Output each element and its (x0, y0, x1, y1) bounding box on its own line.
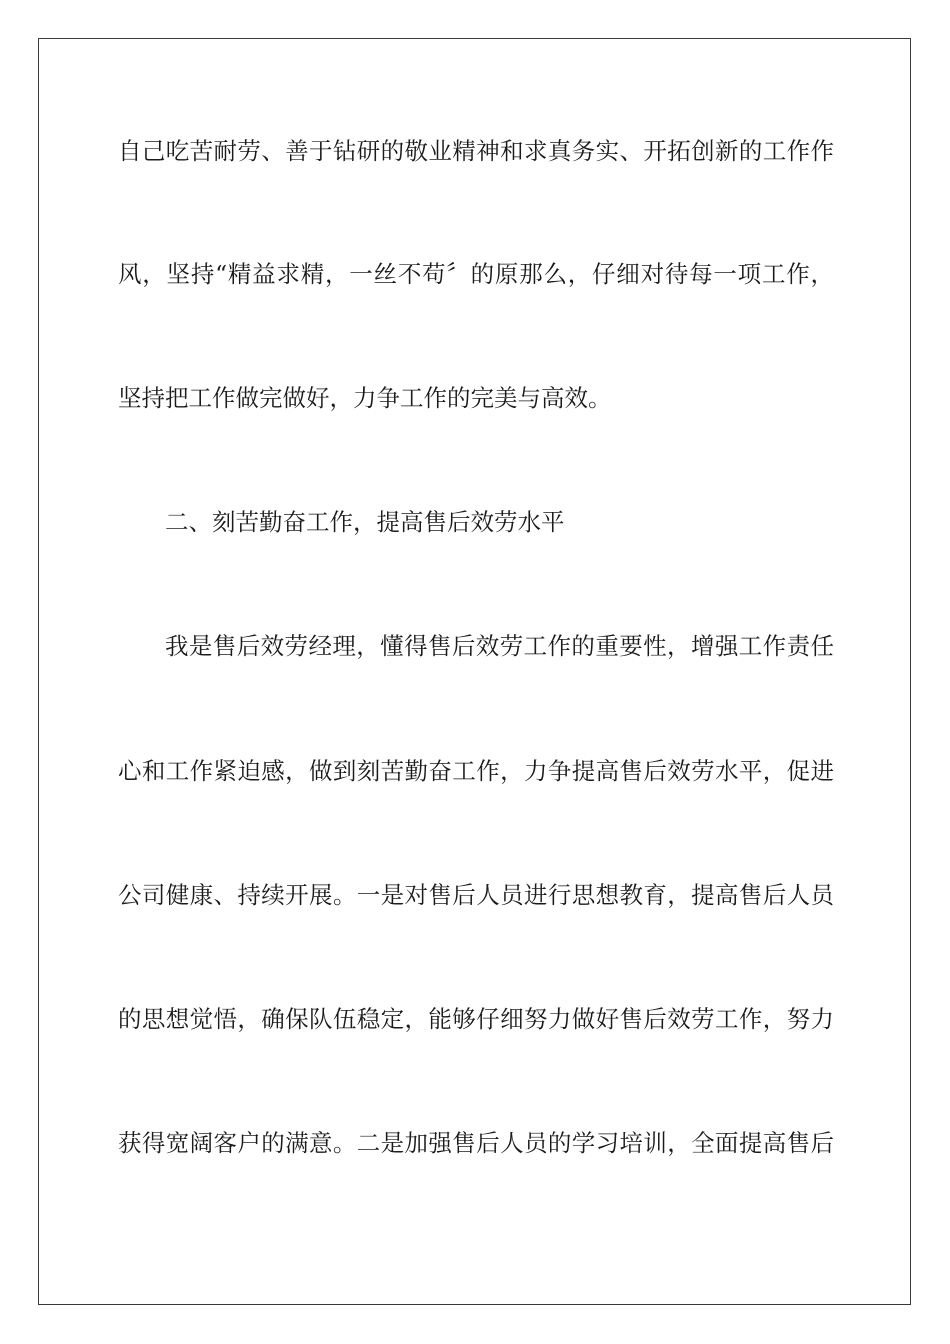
paragraph-line-6: 心和工作紧迫感，做到刻苦勤奋工作，力争提高售后效劳水平，促进 (118, 757, 834, 785)
paragraph-line-3: 坚持把工作做完做好，力争工作的完美与高效。 (118, 384, 612, 412)
paragraph-line-7: 公司健康、持续开展。一是对售后人员进行思想教育，提高售后人员 (118, 881, 834, 909)
paragraph-line-8: 的思想觉悟，确保队伍稳定，能够仔细努力做好售后效劳工作，努力 (118, 1005, 834, 1033)
page-border (38, 38, 911, 1305)
paragraph-line-5: 我是售后效劳经理，懂得售后效劳工作的重要性，增强工作责任 (165, 632, 834, 660)
paragraph-line-2: 风，坚持“精益求精，一丝不苟〞的原那么，仔细对待每一项工作， (118, 260, 834, 288)
paragraph-line-9: 获得宽阔客户的满意。二是加强售后人员的学习培训，全面提高售后 (118, 1129, 834, 1157)
section-heading: 二、刻苦勤奋工作，提高售后效劳水平 (165, 508, 565, 536)
paragraph-line-1: 自己吃苦耐劳、善于钻研的敬业精神和求真务实、开拓创新的工作作 (118, 137, 834, 165)
